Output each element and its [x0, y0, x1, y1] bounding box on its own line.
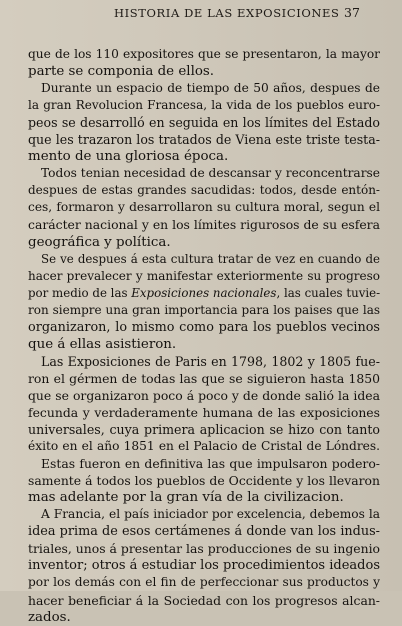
italic-fragment: Exposiciones nacionales: [131, 285, 277, 300]
text-line: mento de una gloriosa época.: [28, 149, 229, 165]
text-line: que de los 110 expositores que se presentaron, la mayor: [28, 47, 380, 61]
text-line: que á ellas asistieron.: [28, 336, 177, 352]
text-line: samente á todos los pueblos de Occidente y los llevaron: [28, 473, 380, 489]
text-line: Durante un espacio de tiempo de 50 años, despues de: [41, 81, 380, 96]
text-line: mas adelante por la gran vía de la civilizacion.: [28, 490, 344, 506]
text-fragment: , las cuales tuvie-: [276, 285, 381, 300]
text-line: Todos tenian necesidad de descansar y reconcentrarse: [41, 166, 380, 181]
running-head: HISTORIA DE LAS EXPOSICIONES: [114, 6, 340, 20]
text-line: idea prima de esos certámenes á donde van los indus-: [28, 524, 380, 540]
text-line: despues de estas grandes sacudidas: todos, desde entón-: [28, 183, 380, 198]
text-line: A Francia, el país iniciador por excelencia, debemos la: [41, 507, 380, 522]
text-fragment: por medio de las: [28, 285, 132, 300]
text-line: universales, cuya primera aplicacion se hizo con tanto: [28, 422, 380, 438]
text-line: organizaron, lo mismo como para los pueblos vecinos: [28, 319, 380, 335]
text-line: inventor; otros á estudiar los procedimientos ideados: [28, 558, 380, 574]
text-line: geográfica y política.: [28, 234, 171, 250]
text-line: zados.: [28, 609, 71, 625]
text-line: ron siempre una gran importancia para los paises que las: [28, 302, 380, 317]
text-line: peos se desarrolló en seguida en los límites del Estado: [28, 115, 380, 131]
text-line: éxito en el año 1851 en el Palacio de Cristal de Lóndres.: [28, 439, 380, 454]
text-line: carácter nacional y en los límites rigurosos de su esfera: [28, 217, 380, 233]
text-line: fecunda y verdaderamente humana de las exposiciones: [28, 404, 380, 420]
body-text: [28, 46, 380, 626]
text-line: parte se componia de ellos.: [28, 64, 215, 80]
text-line: Se ve despues á esta cultura tratar de vez en cuando de: [41, 251, 380, 266]
text-line: que se organizaron poco á poco y de donde salió la idea: [28, 387, 380, 403]
text-line: por los demás con el fin de perfeccionar sus productos y: [28, 575, 380, 590]
text-line: hacer beneficiar á la Sociedad con los progresos alcan-: [28, 592, 380, 608]
text-line: Estas fueron en definitiva las que impulsaron podero-: [41, 456, 380, 472]
text-line: [28, 285, 380, 302]
text-line: ces, formaron y desarrollaron su cultura moral, segun el: [28, 200, 380, 215]
text-line: Las Exposiciones de Paris en 1798, 1802 y 1805 fue-: [41, 353, 380, 369]
text-line: hacer prevalecer y manifestar exteriormente su progreso: [28, 268, 380, 283]
text-line: triales, unos á presentar las producciones de su ingenio: [28, 541, 380, 557]
text-line: que les trazaron los tratados de Viena este triste testa-: [28, 132, 380, 148]
text-line: ron el gérmen de todas las que se siguieron hasta 1850: [28, 370, 380, 386]
text-line: la gran Revolucion Francesa, la vida de los pueblos euro-: [28, 98, 380, 113]
page-number: 37: [344, 5, 360, 20]
